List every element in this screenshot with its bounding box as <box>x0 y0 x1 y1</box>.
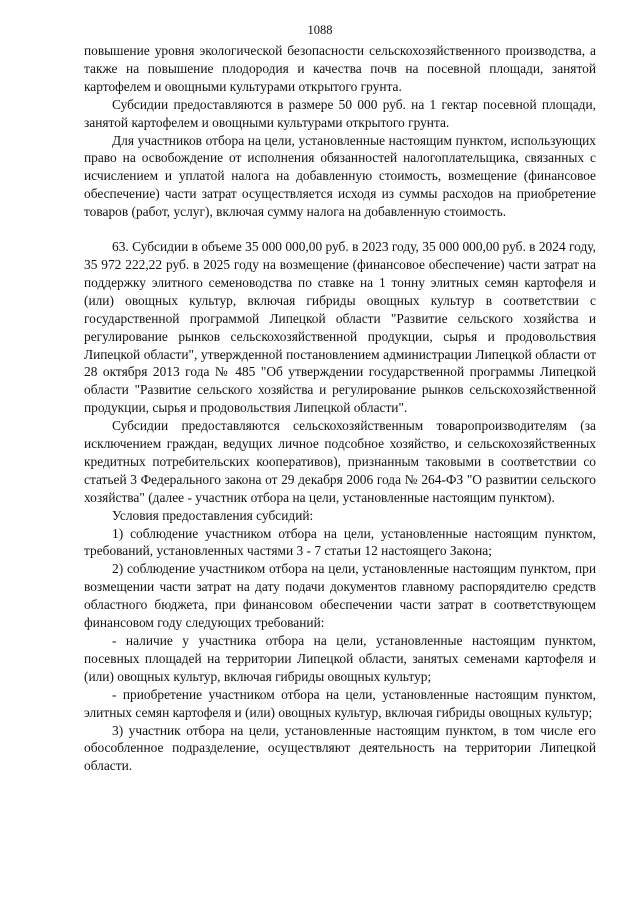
paragraph-3: Для участников отбора на цели, установленные настоящим пунктом, использующих право на освобождение от исполнения обязанностей налогоплательщика, связанных с исчислением и уплатой налога на добавленную стоимость, возмещение (финансовое обеспечение) части затрат осуществляется исходя из суммы расходов на приобретение товаров (работ, услуг), включая сумму налога на добавленную стоимость. <box>84 132 596 220</box>
paragraph-11: 3) участник отбора на цели, установленные настоящим пунктом, в том числе его обособленное подразделение, осуществляют деятельность на территории Липецкой области. <box>84 722 596 774</box>
paragraph-7: 1) соблюдение участником отбора на цели, установленные настоящим пунктом, требований, установленных частями 3 - 7 статьи 12 настоящего Закона; <box>84 525 596 559</box>
paragraph-1: повышение уровня экологической безопасности сельскохозяйственного производства, а также на повышение плодородия и качества почв на посевной площади, занятой картофелем и овощными культурами открытого грунта. <box>84 43 596 94</box>
paragraph-9: - наличие у участника отбора на цели, установленные настоящим пунктом, посевных площадей на территории Липецкой области, занятых семенами картофеля и (или) овощных культур, включая гибриды овощных культур; <box>84 633 596 684</box>
page-number: 1088 <box>307 23 333 37</box>
paragraph-10: - приобретение участником отбора на цели, установленные настоящим пунктом, элитных семян картофеля и (или) овощных культур, включая гибриды овощных культур; <box>84 686 596 720</box>
paragraph-5: Субсидии предоставляются сельскохозяйственным товаропроизводителям (за исключением граждан, ведущих личное подсобное хозяйство, и сельскохозяйственных кредитных потребительских кооперативов), признанным таковыми в соответствии со статьей 3 Федерального закона от 29 декабря 2006 года № 264-ФЗ "О развитии сельского хозяйства" (далее - участник отбора на цели, установленные настоящим пунктом). <box>84 418 596 505</box>
paragraph-6: Условия предоставления субсидий: <box>112 507 314 523</box>
paragraph-8: 2) соблюдение участником отбора на цели, установленные настоящим пунктом, при возмещении части затрат на дату подачи документов главному распорядителю средств областного бюджета, при финансовом обеспечении части затрат в соответствующем финансовом году следующих требований: <box>84 561 596 631</box>
paragraph-2: Субсидии предоставляются в размере 50 000 руб. на 1 гектар посевной площади, занятой картофелем и овощными культурами открытого грунта. <box>84 96 596 130</box>
paragraph-gap <box>84 221 596 238</box>
document-body <box>84 42 596 775</box>
paragraph-63: 63. Субсидии в объеме 35 000 000,00 руб. в 2023 году, 35 000 000,00 руб. в 2024 году, 35 972 222,22 руб. в 2025 году на возмещение (финансовое обеспечение) части затрат на поддержку элитного семеноводства по ставке на 1 тонну элитных семян картофеля и (или) овощных культур, включая гибриды овощных культур в соответствии с государственной программой Липецкой области "Развитие сельского хозяйства и регулирование рынков сельскохозяйственной продукции, сырья и продовольствия Липецкой области", утвержденной постановлением администрации Липецкой области от 28 октября 2013 года № 485 "Об утверждении государственной программы Липецкой области "Развитие сельского хозяйства и регулирование рынков сельскохозяйственной продукции, сырья и продовольствия Липецкой области". <box>84 239 596 416</box>
